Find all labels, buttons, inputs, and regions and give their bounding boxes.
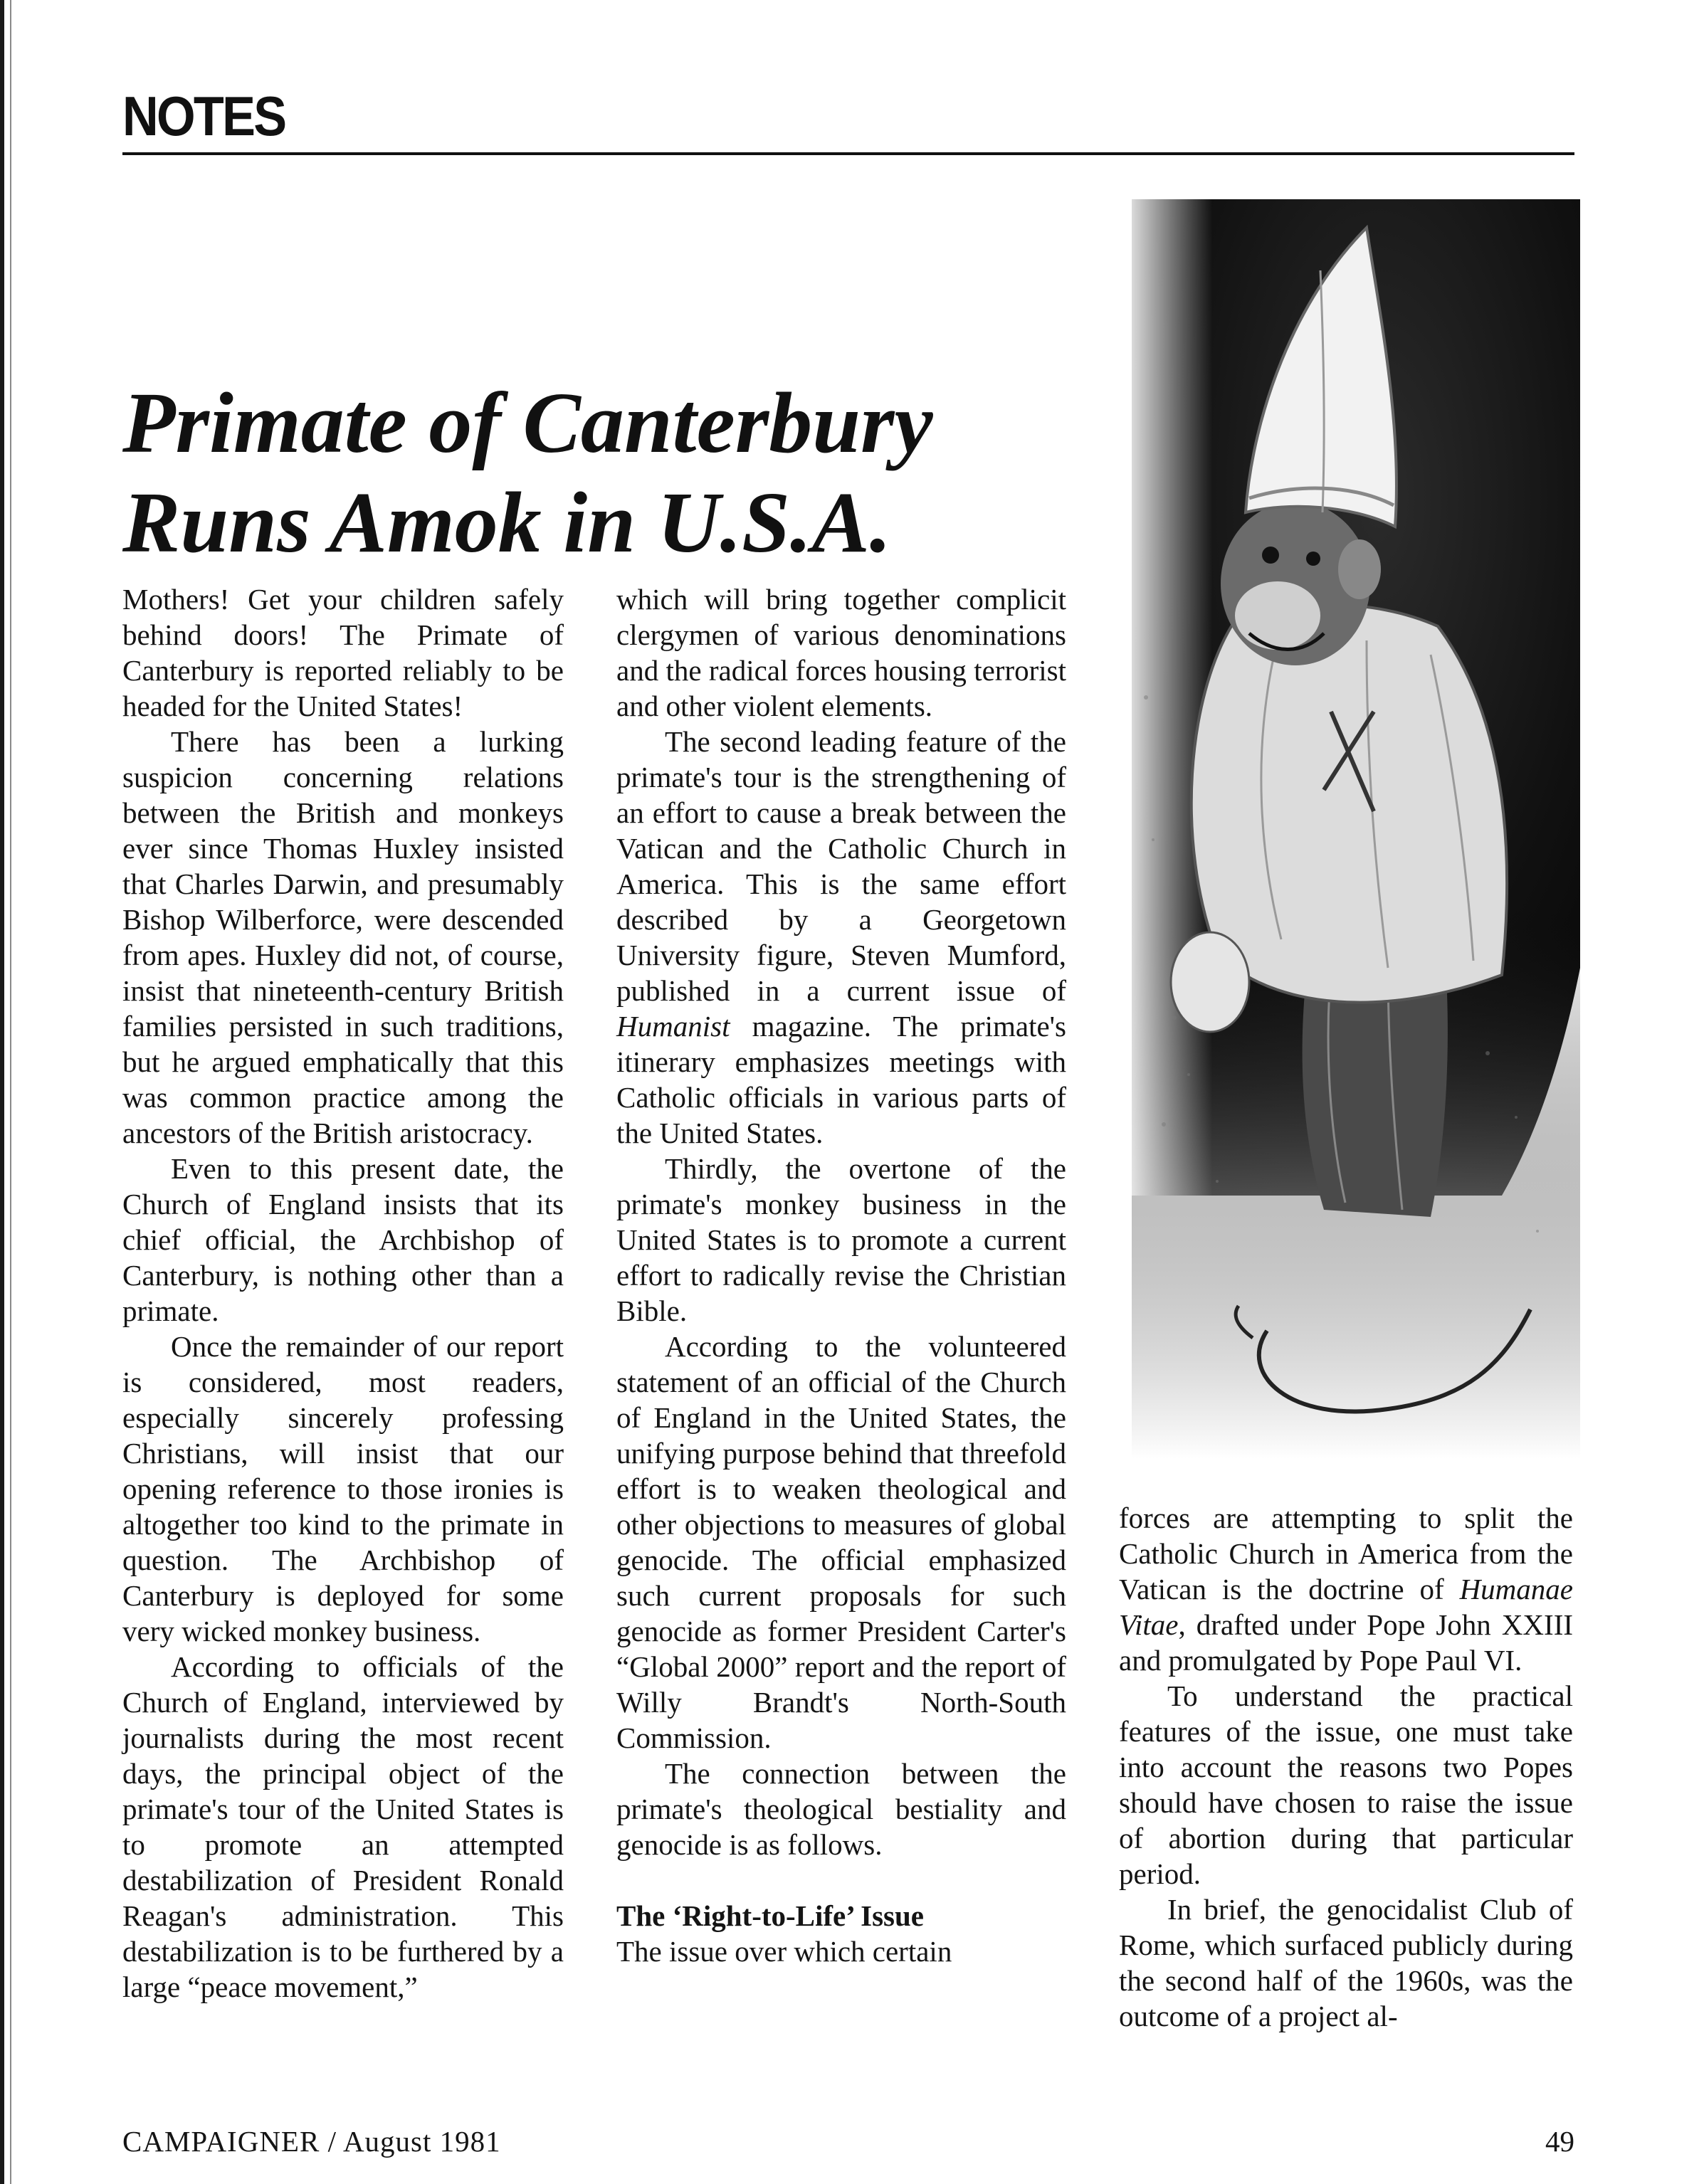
paragraph: Thirdly, the overtone of the primate's monkey business in the United States is to promote a current effort to radically revise the Christian Bible. [616, 1152, 1066, 1327]
article-headline [122, 374, 1090, 573]
paragraph: The issue over which certain [616, 1935, 952, 1968]
paragraph: In brief, the genocidalist Club of Rome, which surfaced publicly during the second half of the 1960s, was the outcome of a project al- [1119, 1893, 1573, 2032]
cape [1192, 605, 1507, 1003]
paragraph: According to officials of the Church of England, interviewed by journalists during the most recent days, the principal object of the primate's tour of the United States is to promote an attempted destabilization of President Ronald Reagan's administration. This destabilization is to be furthered by a large “peace movement,” [122, 1650, 564, 2003]
text-column-1 [122, 581, 564, 2005]
section-label: NOTES [122, 85, 285, 147]
paragraph: The connection between the primate's theological bestiality and genocide is as follows. [616, 1757, 1066, 1861]
paragraph: To understand the practical features of the issue, one must take into account the reasons two Popes should have chosen to raise the issue of abortion during that particular period. [1119, 1679, 1573, 1890]
encyclical-title: Humanae Vitae [1119, 1573, 1573, 1641]
paragraph-text: The second leading feature of the primate's tour is the strengthening of an effort to cause a break between the Vatican and the Catholic Church in America. This is the same effort described by a Georgetown University figure, Steven Mumford, published in a current issue of [616, 725, 1066, 1007]
paragraph: Once the remainder of our report is considered, most readers, especially sincerely professing Christians, will insist that our opening reference to those ironies is altogether too kind to the primate in question. The Archbishop of Canterbury is deployed for some very wicked monkey business. [122, 1330, 564, 1647]
text-column-2 [616, 581, 1066, 1969]
paragraph-text: , drafted under Pope John XXIII and promulgated by Pope Paul VI. [1119, 1608, 1573, 1677]
headline-line-2: Runs Amok in U.S.A. [122, 475, 892, 571]
paragraph: Even to this present date, the Church of England insists that its chief official, the Archbishop of Canterbury, is nothing other than a primate. [122, 1152, 564, 1327]
headline-line-1: Primate of Canterbury [122, 375, 933, 471]
publication-footer: CAMPAIGNER / August 1981 [122, 2125, 501, 2158]
paragraph: There has been a lurking suspicion concerning relations between the British and monkeys ever since Thomas Huxley insisted that Charles Darwin, and presumably Bishop Wilberforce, were descended from apes. Huxley did not, of course, insist that nineteenth-century British families persisted in such traditions, but he argued emphatically that this was common practice among the ancestors of the British aristocracy. [122, 725, 564, 1149]
hand [1171, 932, 1249, 1032]
paragraph: Mothers! Get your children safely behind doors! The Primate of Canterbury is reported reliably to be headed for the United States! [122, 583, 564, 722]
monkey-bishop-illustration [1132, 199, 1580, 1459]
page-number: 49 [1545, 2125, 1574, 2158]
subheading: The ‘Right-to-Life’ Issue [616, 1899, 924, 1932]
paragraph: According to the volunteered statement of an official of the Church of England in the United States, the unifying purpose behind that threefold effort is to weaken theological and other objections to measures of global genocide. The official emphasized such current proposals for such genocide as former President Carter's “Global 2000” report and the report of Willy Brandt's North-South Commission. [616, 1330, 1066, 1754]
paragraph: which will bring together complicit clergymen of various denominations and the radical forces housing terrorist and other violent elements. [616, 583, 1066, 722]
paragraph [1119, 1500, 1573, 1678]
page-edge-line [10, 0, 11, 2184]
paragraph [616, 724, 1066, 1151]
page-edge-shadow [0, 0, 4, 2184]
paragraph-text: magazine. The primate's itinerary emphasizes meetings with Catholic officials in various parts of the United States. [616, 1010, 1066, 1149]
section-rule [122, 152, 1574, 155]
paragraph-text: forces are attempting to split the Catholic Church in America from the Vatican is the doctrine of [1119, 1502, 1573, 1605]
magazine-title: Humanist [616, 1010, 730, 1043]
text-column-3 [1119, 1500, 1573, 2034]
